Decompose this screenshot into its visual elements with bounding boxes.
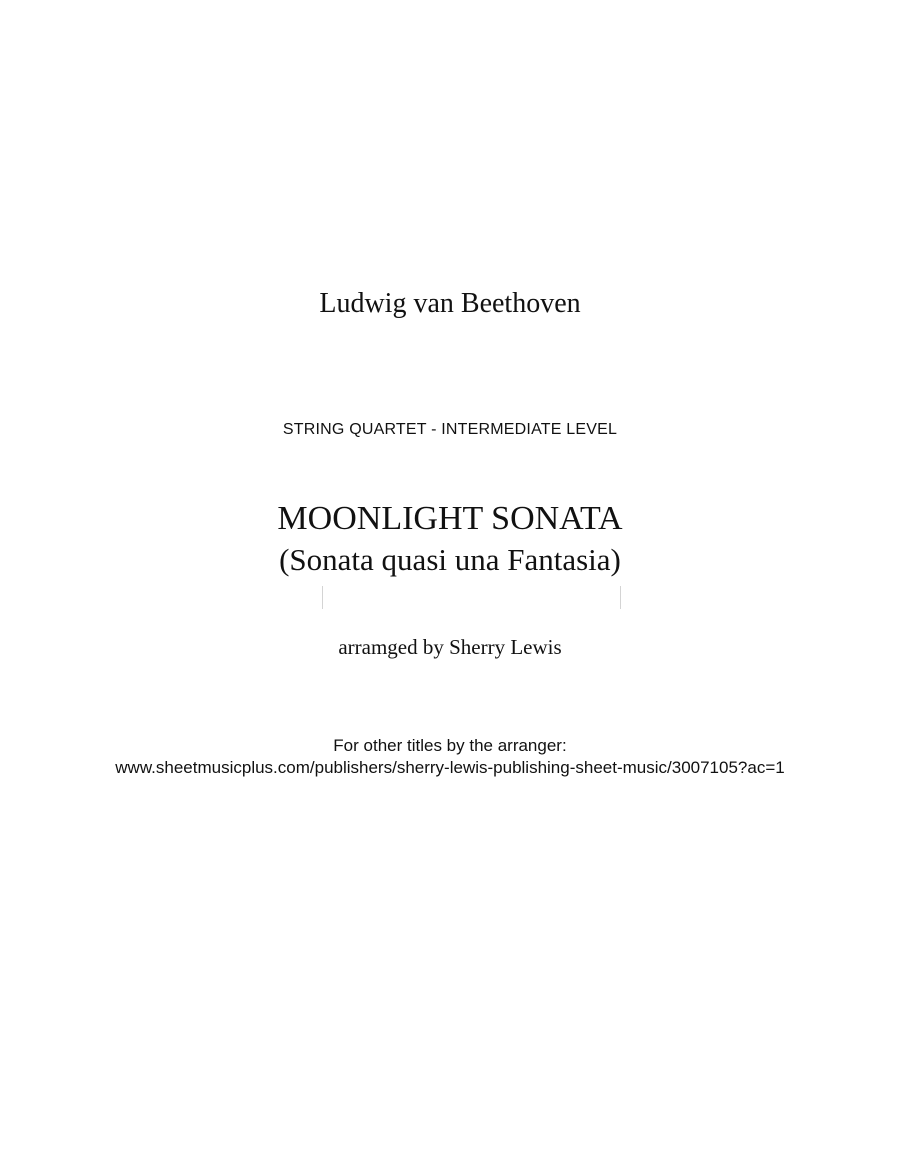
piece-subtitle: (Sonata quasi una Fantasia) (279, 542, 621, 577)
piece-title: MOONLIGHT SONATA (277, 500, 623, 537)
composer-name: Ludwig van Beethoven (319, 288, 581, 319)
right-tick-mark (620, 586, 621, 609)
arranger-credit: arramged by Sherry Lewis (338, 635, 562, 659)
ensemble-level: STRING QUARTET - INTERMEDIATE LEVEL (282, 421, 618, 438)
left-tick-mark (322, 586, 323, 609)
other-titles-label: For other titles by the arranger: (333, 736, 567, 755)
other-titles-link[interactable]: www.sheetmusicplus.com/publishers/sherry-lewis-publishing-sheet-music/3007105?ac=1 (115, 758, 785, 777)
